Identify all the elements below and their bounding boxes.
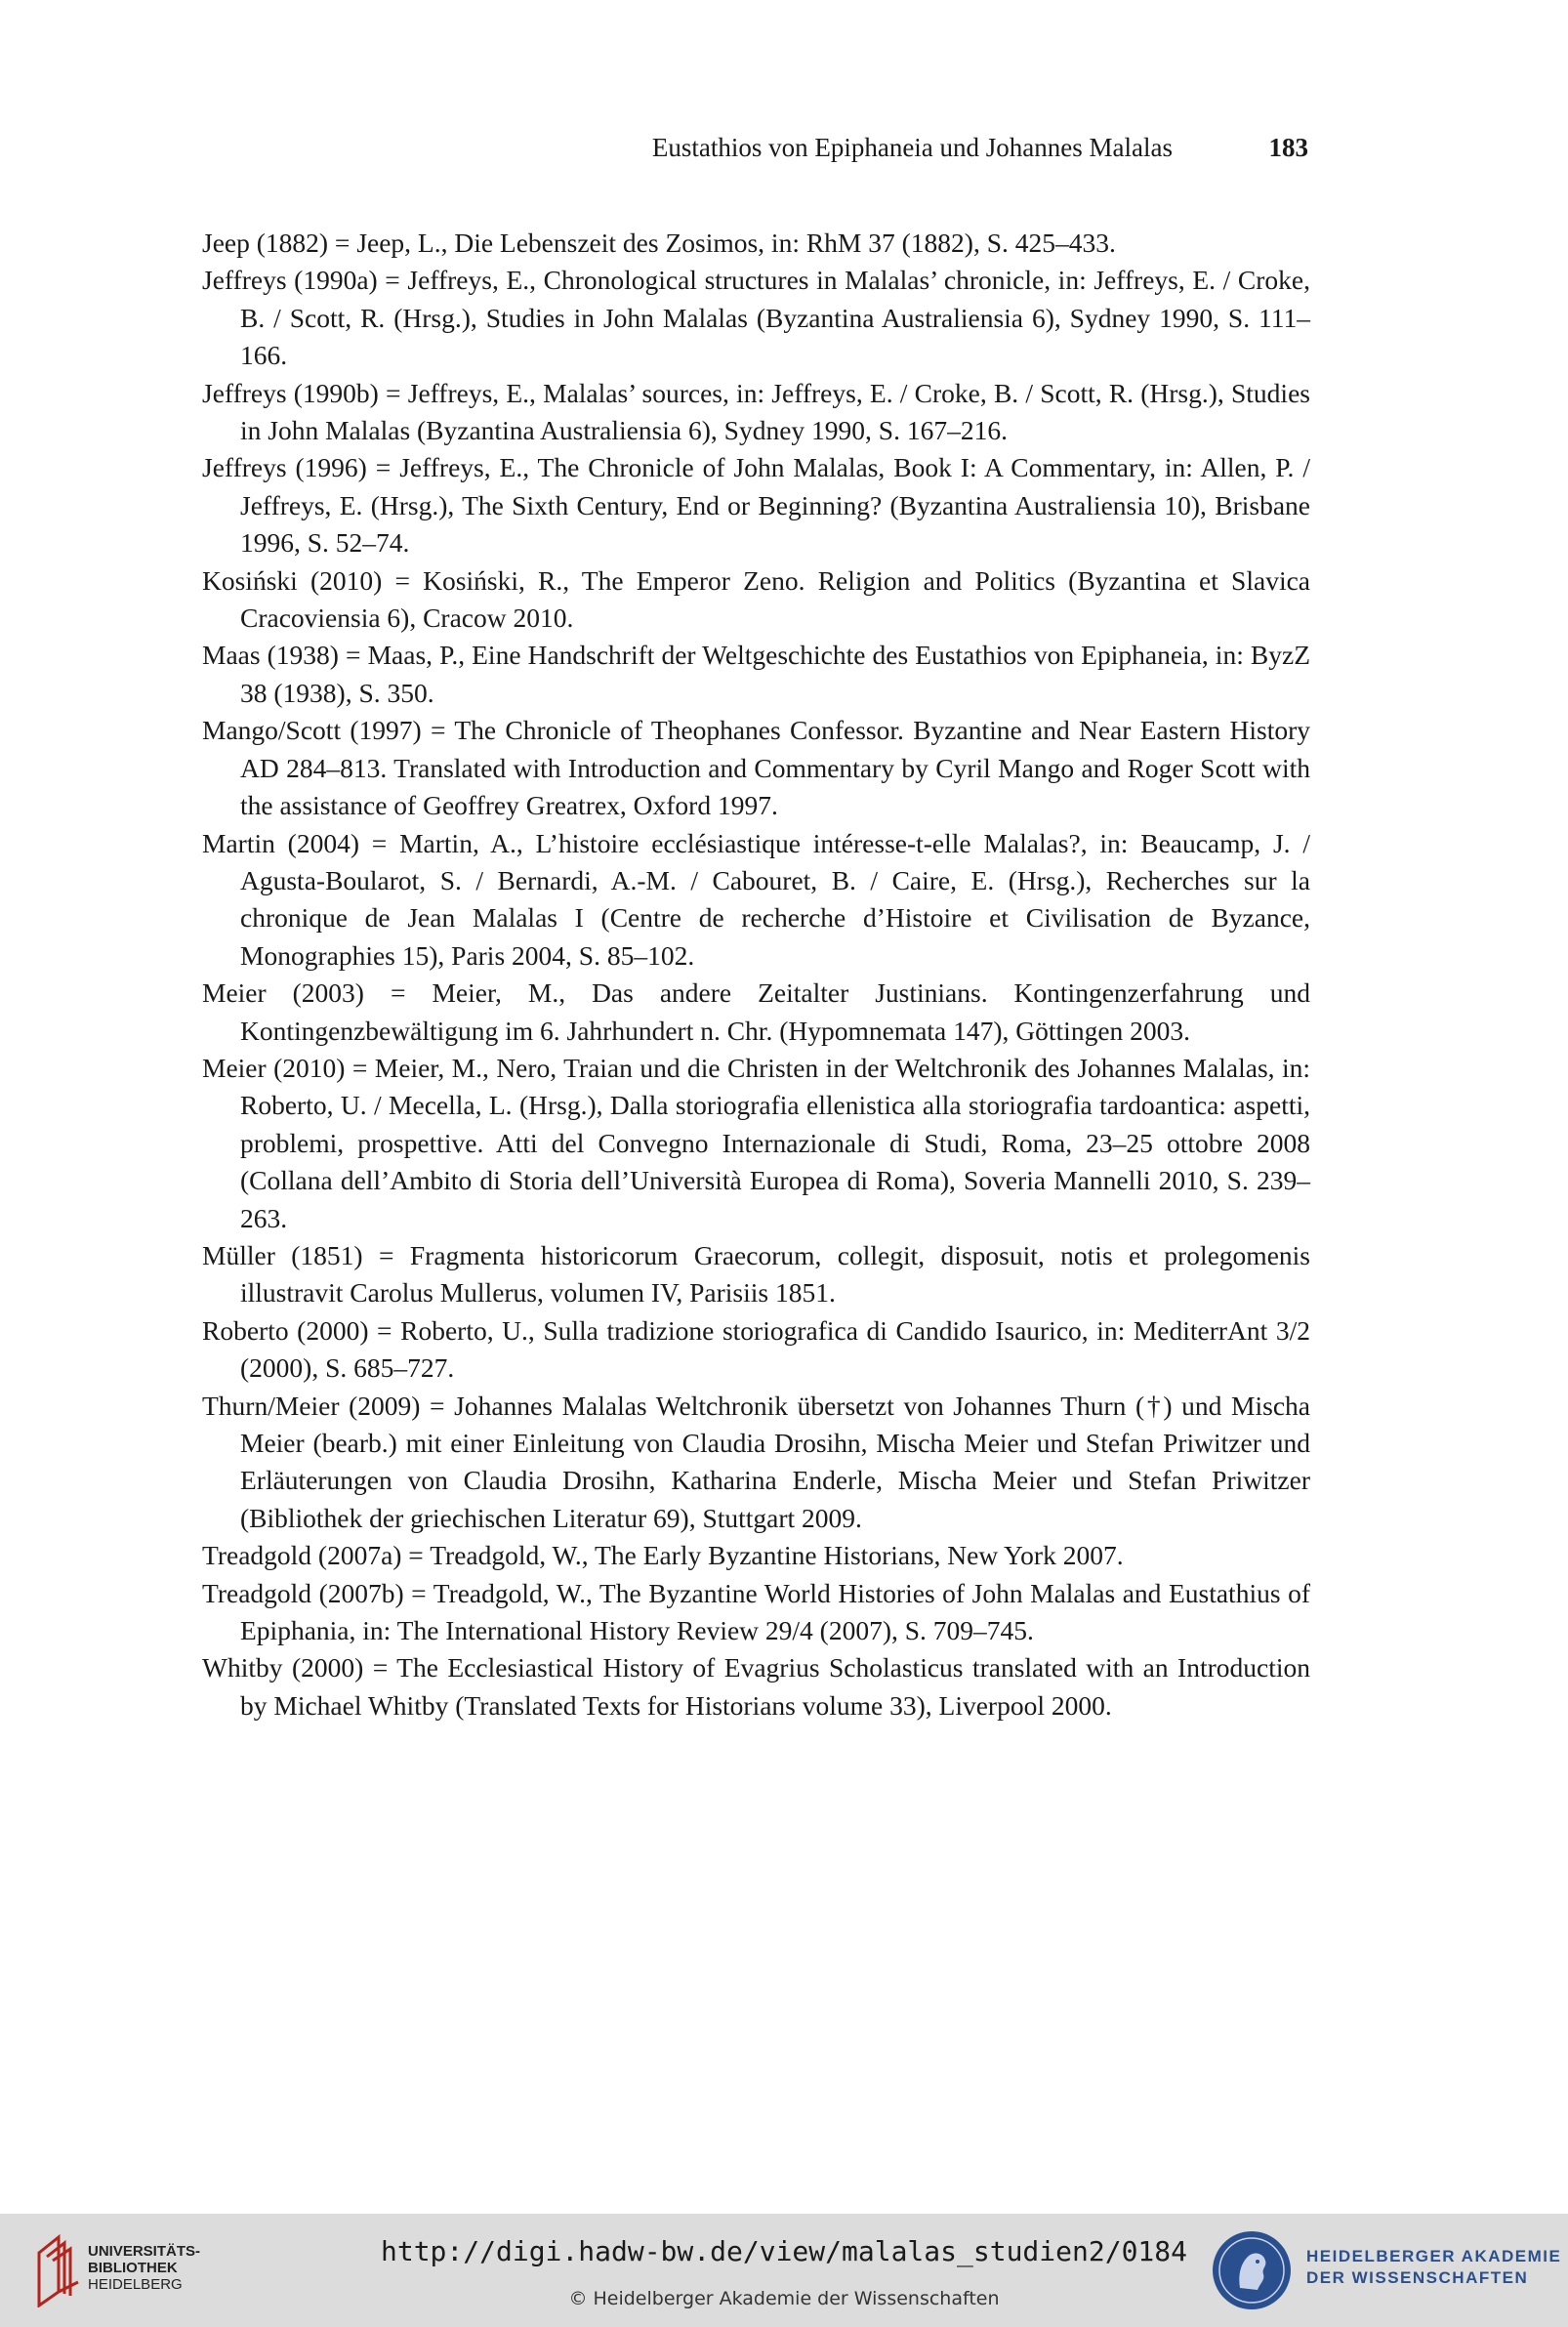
bibliography-entry: Meier (2003) = Meier, M., Das andere Zeitalter Justinians. Kontingenzerfahrung und Kontingenzbewältigung im 6. Jahrhundert n. Chr. (Hypomnemata 147), Göttingen 2003. xyxy=(202,977,1310,1046)
running-head xyxy=(202,133,1308,172)
bibliography-list xyxy=(202,225,1310,1724)
bibliography-entry: Kosiński (2010) = Kosiński, R., The Emperor Zeno. Religion and Politics (Byzantina et Slavica Cracoviensia 6), Cracow 2010. xyxy=(202,564,1310,634)
academy-seal-icon xyxy=(1211,2229,1293,2311)
bibliography-entry: Roberto (2000) = Roberto, U., Sulla tradizione storiografica di Candido Isaurico, in: MediterrAnt 3/2 (2000), S. 685–727. xyxy=(202,1314,1310,1384)
copyright-notice: © Heidelberger Akademie der Wissenschaften xyxy=(568,2288,1000,2309)
bibliography-entry: Jeffreys (1990a) = Jeffreys, E., Chronological structures in Malalas’ chronicle, in: Jeffreys, E. / Croke, B. / Scott, R. (Hrsg.), Studies in John Malalas (Byzantina Australiensia 6), Sydney 1990, S. 111–166. xyxy=(202,265,1310,371)
academy-line-1: HEIDELBERGER AKADEMIE xyxy=(1306,2247,1562,2265)
bibliography-entry: Müller (1851) = Fragmenta historicorum Graecorum, collegit, disposuit, notis et prolegomenis illustravit Carolus Mullerus, volumen IV, Parisiis 1851. xyxy=(202,1239,1310,1309)
bibliography-entry: Martin (2004) = Martin, A., L’histoire ecclésiastique intéresse-t-elle Malalas?, in: Beaucamp, J. / Agusta-Boularot, S. / Bernardi, A.-M. / Cabouret, B. / Caire, E. (Hrsg.), Recherches sur la chronique de Jean Malalas I (Centre de recherche d’Histoire et Civilisation de Byzance, Monographies 15), Paris 2004, S. 85–102. xyxy=(202,827,1310,971)
academy-name xyxy=(1306,2246,1561,2289)
bibliography-entry: Thurn/Meier (2009) = Johannes Malalas Weltchronik übersetzt von Johannes Thurn (†) und Mischa Meier (bearb.) mit einer Einleitung von Claudia Drosihn, Mischa Meier und Stefan Priwitzer und Erläuterungen von Claudia Drosihn, Katharina Enderle, Mischa Meier und Stefan Priwitzer (Bibliothek der griechischen Literatur 69), Stuttgart 2009. xyxy=(202,1390,1310,1533)
library-line-2: BIBLIOTHEK xyxy=(88,2260,178,2276)
bibliography-entry: Mango/Scott (1997) = The Chronicle of Theophanes Confessor. Byzantine and Near Eastern History AD 284–813. Translated with Introduction and Commentary by Cyril Mango and Roger Scott with the assistance of Geoffrey Greatrex, Oxford 1997. xyxy=(202,715,1310,821)
bibliography-entry: Maas (1938) = Maas, P., Eine Handschrift der Weltgeschichte des Eustathios von Epiphaneia, in: ByzZ 38 (1938), S. 350. xyxy=(202,640,1310,708)
footer-band xyxy=(0,2214,1568,2327)
document-url[interactable]: http://digi.hadw-bw.de/view/malalas_studien2/0184 xyxy=(380,2235,1187,2267)
page-number: 183 xyxy=(1268,133,1308,162)
bibliography-entry: Treadgold (2007b) = Treadgold, W., The Byzantine World Histories of John Malalas and Eustathius of Epiphania, in: The International History Review 29/4 (2007), S. 709–745. xyxy=(202,1577,1310,1646)
academy-line-2: DER WISSENSCHAFTEN xyxy=(1306,2268,1529,2287)
bibliography-entry: Treadgold (2007a) = Treadgold, W., The Early Byzantine Historians, New York 2007. xyxy=(202,1540,1124,1571)
running-title: Eustathios von Epiphaneia und Johannes Malalas xyxy=(651,133,1173,162)
bibliography-entry: Whitby (2000) = The Ecclesiastical History of Evagrius Scholasticus translated with an Introduction by Michael Whitby (Translated Texts for Historians volume 33), Liverpool 2000. xyxy=(202,1652,1310,1721)
library-line-3: HEIDELBERG xyxy=(88,2276,183,2293)
bibliography-entry: Jeffreys (1990b) = Jeffreys, E., Malalas’ sources, in: Jeffreys, E. / Croke, B. / Scott, R. (Hrsg.), Studies in John Malalas (Byzantina Australiensia 6), Sydney 1990, S. 167–216. xyxy=(202,377,1310,446)
library-line-1: UNIVERSITÄTS- xyxy=(88,2243,201,2260)
bibliography-entry: Jeep (1882) = Jeep, L., Die Lebenszeit des Zosimos, in: RhM 37 (1882), S. 425–433. xyxy=(202,228,1116,258)
bibliography-entry: Jeffreys (1996) = Jeffreys, E., The Chronicle of John Malalas, Book I: A Commentary, in: Allen, P. / Jeffreys, E. (Hrsg.), The Sixth Century, End or Beginning? (Byzantina Australiensia 10), Brisbane 1996, S. 52–74. xyxy=(202,452,1310,559)
bibliography-entry: Meier (2010) = Meier, M., Nero, Traian und die Christen in der Weltchronik des Johannes Malalas, in: Roberto, U. / Mecella, L. (Hrsg.), Dalla storiografia ellenistica alla storiografia tardoantica: aspetti, problemi, prospettive. Atti del Convegno Internazionale di Studi, Roma, 23–25 ottobre 2008 (Collana dell’Ambito di Storia dell’Università Europea di Roma), Soveria Mannelli 2010, S. 239–263. xyxy=(202,1052,1310,1233)
